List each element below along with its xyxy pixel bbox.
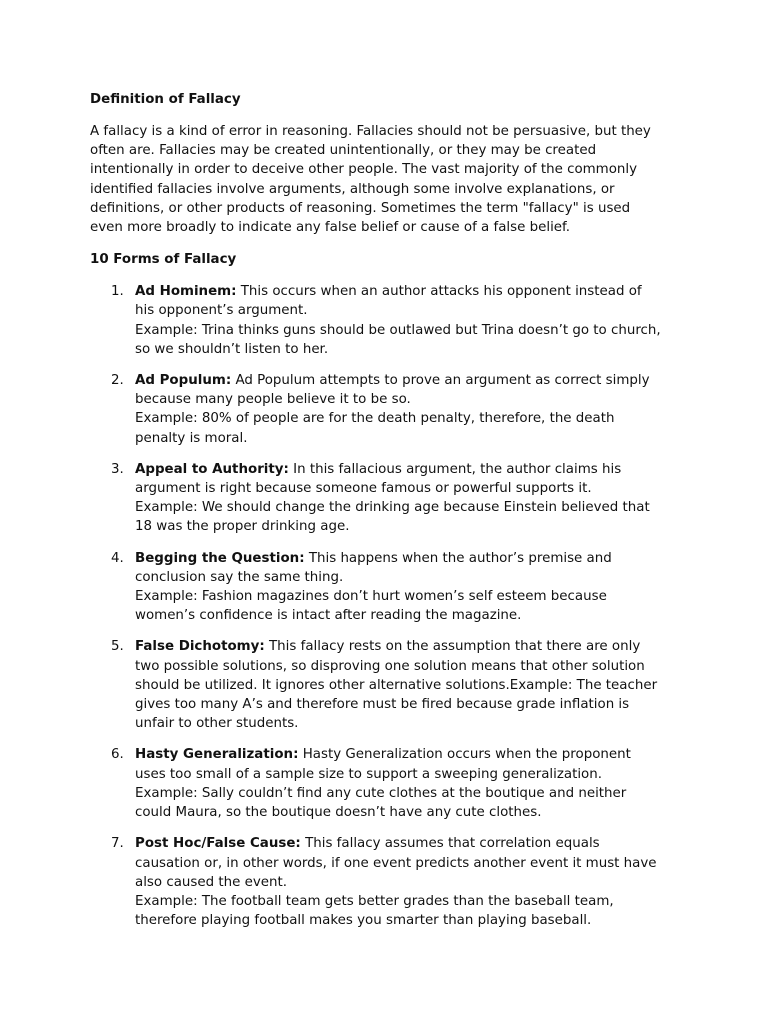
list-number: 4. [111,550,124,566]
fallacy-term: False Dichotomy: [135,639,265,655]
list-number: 5. [111,639,124,655]
fallacy-description: This fallacy rests on the assumption that there are only two possible solutions, so disproving one solution means that other solution should be utilized. It ignores other alternative solutions.Example: The teacher gives too many A’s and therefore must be fired because grade inflation is unfair to other students. [135,639,658,732]
list-item [90,637,690,733]
fallacy-term: Post Hoc/False Cause: [135,836,301,852]
forms-heading: 10 Forms of Fallacy [90,252,237,268]
fallacy-description: This happens when the author’s premise and conclusion say the same thing. [135,550,612,585]
list-item [90,371,690,448]
list-item [90,282,690,359]
definition-paragraph: A fallacy is a kind of error in reasoning. Fallacies should not be persuasive, but they often are. Fallacies may be created unintentionally, or they may be created intentionally in order to deceive other people. The vast majority of the commonly identified fallacies involve arguments, although some involve explanations, or definitions, or other products of reasoning. Sometimes the term "fallacy" is used even more broadly to indicate any false belief or cause of a false belief. [90,124,651,236]
fallacy-description: Ad Populum attempts to prove an argument as correct simply because many people believe it to be so. [135,373,650,408]
list-number: 3. [111,461,124,477]
fallacy-list [90,282,690,930]
fallacy-example: Example: 80% of people are for the death penalty, therefore, the death penalty is moral. [135,411,615,446]
list-number: 1. [111,284,124,300]
fallacy-example: Example: Fashion magazines don’t hurt women’s self esteem because women’s confidence is intact after reading the magazine. [135,589,607,624]
fallacy-term: Appeal to Authority: [135,461,289,477]
definition-heading: Definition of Fallacy [90,92,241,107]
list-number: 7. [111,836,124,852]
fallacy-example: Example: The football team gets better grades than the baseball team, therefore playing football makes you smarter than playing baseball. [135,893,614,929]
fallacy-example: Example: We should change the drinking age because Einstein believed that 18 was the proper drinking age. [135,500,650,535]
fallacy-example: Example: Trina thinks guns should be outlawed but Trina doesn’t go to church, so we shouldn’t listen to her. [135,322,661,357]
list-item [90,834,690,930]
fallacy-description: This occurs when an author attacks his opponent instead of his opponent’s argument. [135,284,642,319]
document-page [90,90,690,942]
list-item [90,460,690,537]
list-item [90,745,690,822]
fallacy-description: This fallacy assumes that correlation equals causation or, in other words, if one event predicts another event it must have also caused the event. [135,836,657,890]
fallacy-term: Hasty Generalization: [135,747,299,763]
fallacy-description: In this fallacious argument, the author claims his argument is right because someone famous or powerful supports it. [135,461,622,497]
fallacy-term: Ad Hominem: [135,284,237,300]
fallacy-term: Ad Populum: [135,373,232,389]
fallacy-example: Example: Sally couldn’t find any cute clothes at the boutique and neither could Maura, so the boutique doesn’t have any cute clothes. [135,785,627,821]
fallacy-description: Hasty Generalization occurs when the proponent uses too small of a sample size to support a sweeping generalization. [135,747,631,782]
fallacy-term: Begging the Question: [135,550,305,566]
list-number: 6. [111,747,124,763]
list-item [90,549,690,626]
list-number: 2. [111,373,124,389]
